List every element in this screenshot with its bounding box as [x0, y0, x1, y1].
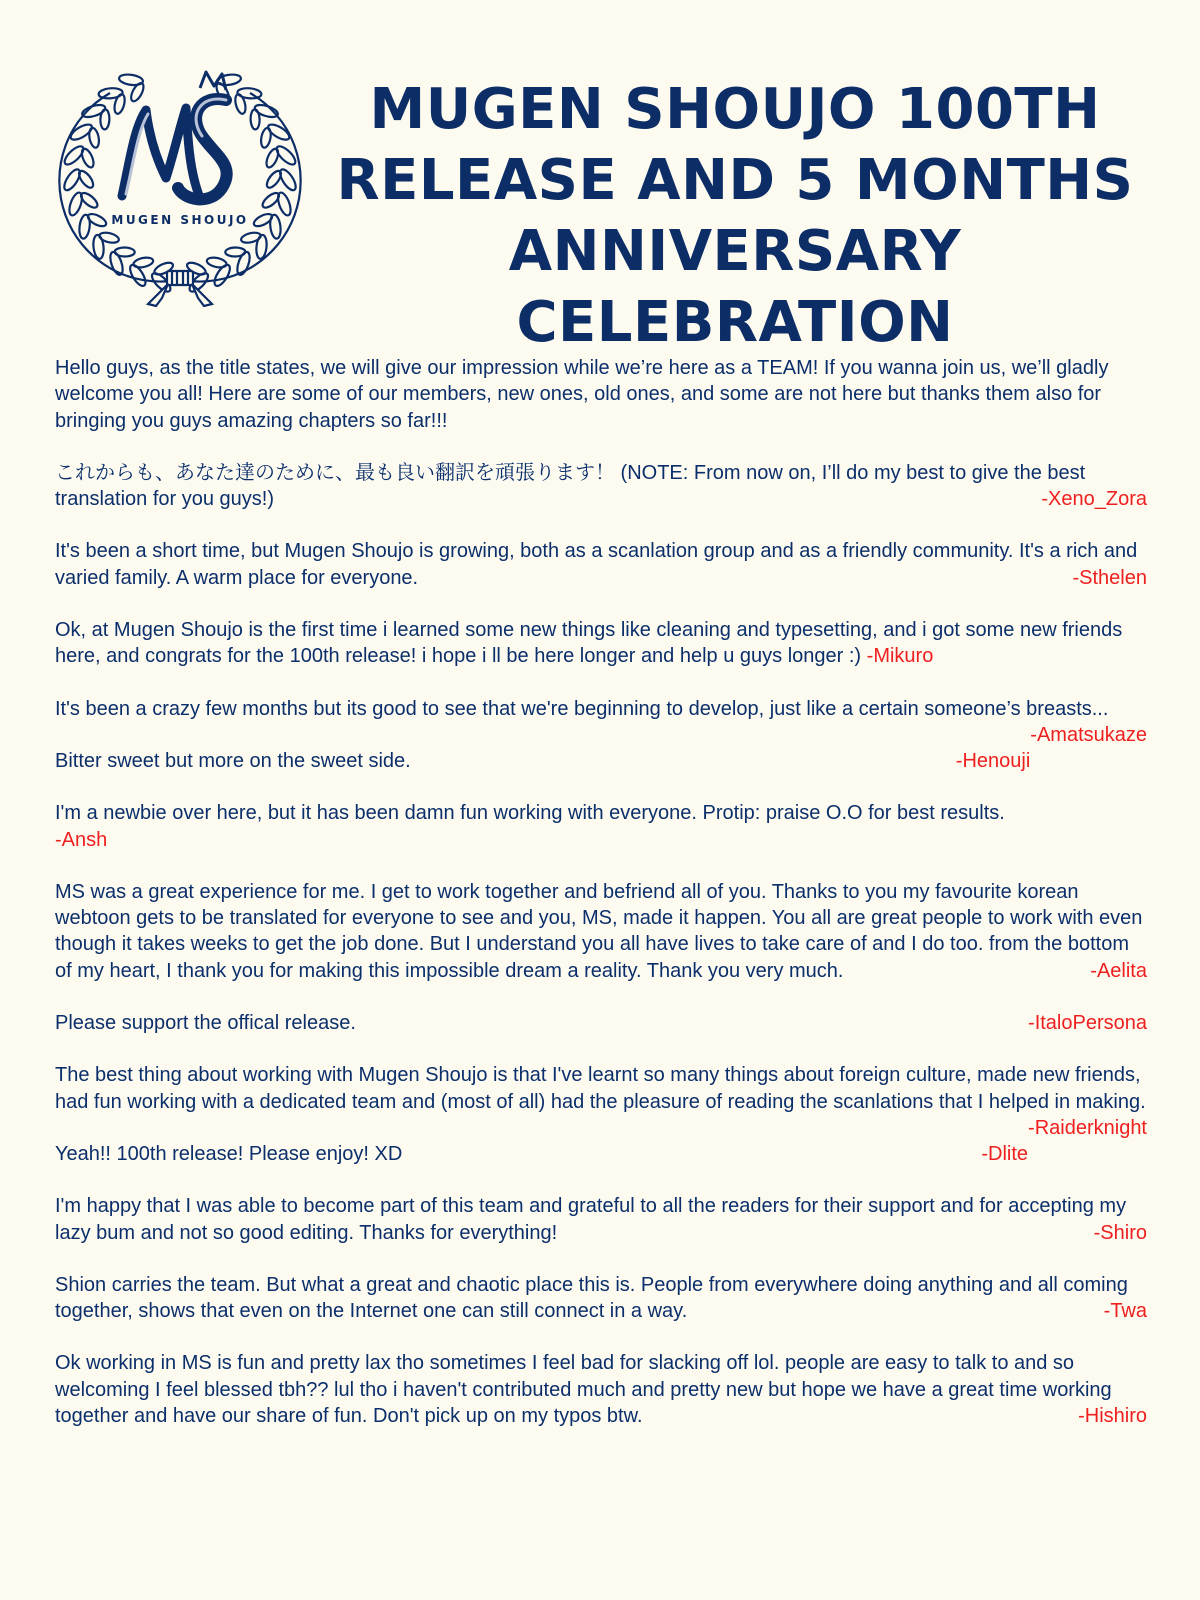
- author-signature: -Ansh: [55, 828, 108, 851]
- laurel-leaf-icon: [98, 231, 120, 245]
- laurel-leaf-icon: [264, 169, 283, 190]
- message-amatsukaze: [55, 696, 1147, 746]
- message-italopersona: [55, 1010, 1147, 1036]
- intro-message: [55, 355, 1147, 434]
- cat-ears-icon: [200, 72, 226, 90]
- page-title: [305, 74, 1165, 358]
- message-text: Yeah!! 100th release! Please enjoy! XD: [55, 1142, 403, 1165]
- message-text: Ok working in MS is fun and pretty lax tho sometimes I feel bad for slacking off lol. people are easy to talk to and so welcoming I feel blessed tbh?? lul tho i haven't contributed much and pretty new but hope we have a great time working together and have our share of fun. Don't pick up on my typos btw.: [55, 1352, 1112, 1428]
- message-text: Shion carries the team. But what a great and chaotic place this is. People from everywhere doing anything and all coming together, shows that even on the Internet one can still connect in a way.: [55, 1273, 1128, 1323]
- message-text: これからも、あなた達のために、最も良い翻訳を頑張ります！ (NOTE: From now on, I’ll do my best to give the best translation for you guys!): [55, 461, 1086, 511]
- message-raiderknight: [55, 1062, 1147, 1139]
- laurel-leaf-icon: [264, 147, 280, 169]
- message-mikuro: [55, 617, 1147, 670]
- messages-list: [55, 355, 1147, 1455]
- message-text: Bitter sweet but more on the sweet side.: [55, 749, 411, 772]
- author-signature: -Hishiro: [1078, 1405, 1147, 1428]
- message-text: I'm a newbie over here, but it has been damn fun working with everyone. Protip: praise O.O for best results.: [55, 802, 1005, 825]
- ribbon-bow: [148, 271, 212, 306]
- author-signature: -Aelita: [1090, 959, 1147, 982]
- author-signature: -Raiderknight: [1028, 1116, 1147, 1139]
- laurel-leaf-icon: [79, 190, 100, 210]
- message-dlite: [55, 1141, 1147, 1167]
- title-line-2: RELEASE AND 5 MONTHS: [336, 148, 1134, 213]
- message-text: Hello guys, as the title states, we will give our impression while we’re here as a TEAM! If you wanna join us, we’ll gladly welcome you all! Here are some of our members, new ones, old ones, and some are not here but thanks them also for bringing you guys amazing chapters so far!!!: [55, 357, 1109, 432]
- author-signature: -Xeno_Zora: [1041, 488, 1147, 511]
- title-line-3: ANNIVERSARY CELEBRATION: [508, 219, 962, 355]
- message-aelita: [55, 879, 1147, 984]
- message-ansh: [55, 800, 1147, 853]
- laurel-leaf-icon: [76, 169, 95, 190]
- laurel-leaf-icon: [250, 109, 260, 129]
- message-sthelen: [55, 538, 1147, 591]
- message-text: I'm happy that I was able to become part of this team and grateful to all the readers for their support and for accepting my lazy bum and not so good editing. Thanks for everything!: [55, 1195, 1127, 1244]
- message-henouji: [55, 748, 1147, 774]
- message-text: The best thing about working with Mugen Shoujo is that I've learnt so many things about foreign culture, made new friends, had fun working with a dedicated team and (most of all) had the pleasure of reading the scanlations that I helped in making.: [55, 1064, 1146, 1113]
- message-text: Ok, at Mugen Shoujo is the first time i learned some new things like cleaning and typesetting, and i got some new friends here, and congrats for the 100th release! i hope i ll be here longer and help u guys longer :): [55, 619, 1123, 668]
- message-text: It's been a crazy few months but its good to see that we're beginning to develop, just like a certain someone’s breasts...: [55, 697, 1109, 720]
- laurel-leaf-icon: [240, 231, 262, 245]
- message-hishiro: [55, 1350, 1147, 1429]
- laurel-leaf-icon: [133, 256, 154, 269]
- author-signature: -Sthelen: [1072, 566, 1147, 589]
- laurel-leaf-icon: [80, 147, 96, 169]
- message-shiro: [55, 1193, 1147, 1246]
- laurel-leaf-icon: [206, 256, 227, 269]
- message-text: Please support the offical release.: [55, 1012, 356, 1035]
- laurel-leaf-icon: [100, 109, 110, 129]
- author-signature: -Amatsukaze: [1030, 723, 1147, 746]
- laurel-leaf-icon: [233, 93, 247, 115]
- laurel-leaf-icon: [225, 247, 245, 256]
- laurel-leaf-icon: [113, 93, 127, 115]
- author-signature: -Henouji: [955, 749, 1031, 772]
- laurel-leaf-icon: [88, 127, 101, 148]
- message-text: It's been a short time, but Mugen Shoujo is growing, both as a scanlation group and as a friendly community. It's a rich and varied family. A warm place for everyone.: [55, 540, 1138, 589]
- svg-text:MUGEN SHOUJO: MUGEN SHOUJO: [111, 213, 249, 227]
- message-xeno-zora: [55, 460, 1147, 513]
- laurel-leaf-icon: [260, 190, 281, 210]
- laurel-leaf-icon: [115, 247, 135, 256]
- author-signature: -Twa: [1103, 1300, 1147, 1323]
- message-text: MS was a great experience for me. I get to work together and befriend all of you. Thanks to you my favourite korean webtoon gets to be translated for everyone to see and you, MS, made it happen. You all are great people to work with even though it takes weeks to get the job done. But I understand you all have lives to take care of and I do too. from the bottom of my heart, I thank you for making this impossible dream a reality. Thank you very much.: [55, 880, 1143, 982]
- author-signature: -ItaloPersona: [1028, 1012, 1147, 1035]
- message-twa: [55, 1272, 1147, 1325]
- mugen-shoujo-logo: [50, 48, 310, 313]
- title-line-1: MUGEN SHOUJO 100TH: [369, 77, 1101, 142]
- author-signature: -Mikuro: [866, 645, 934, 668]
- laurel-leaf-icon: [260, 127, 273, 148]
- author-signature: -Dlite: [981, 1142, 1029, 1165]
- author-signature: -Shiro: [1093, 1221, 1147, 1244]
